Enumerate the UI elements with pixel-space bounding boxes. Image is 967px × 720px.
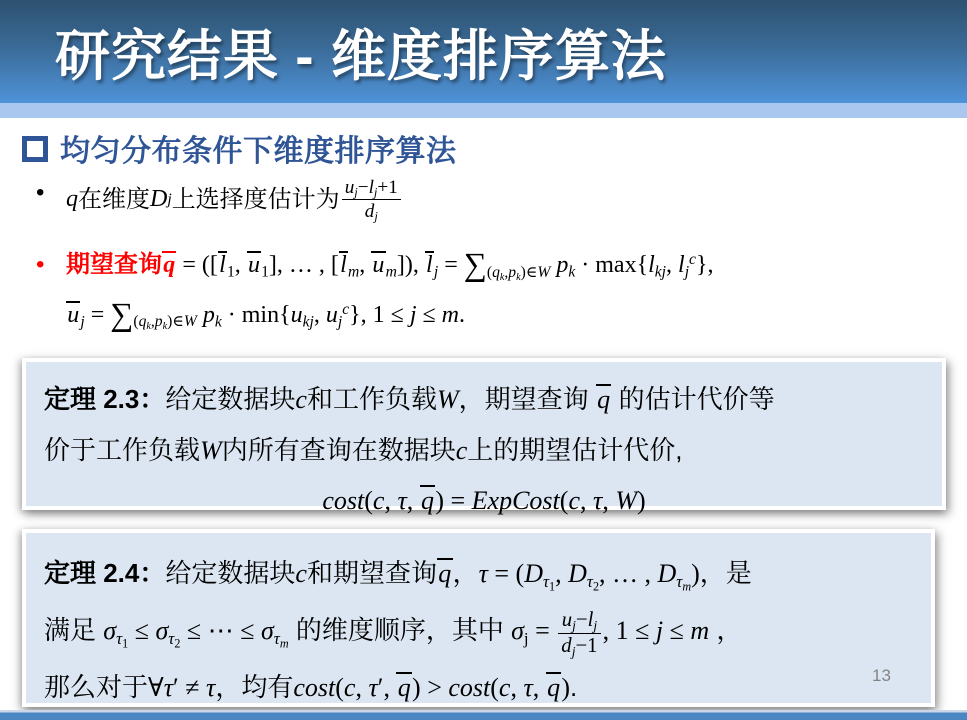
theorem-2-4-line3: 那么对于∀τ′ ≠ τ，均有cost(c, τ′, q) > cost(c, τ, q). [44, 672, 578, 702]
expected-query-formula2: $u_j = \sum_{(q_k,p_k)\in W}$ $p_k \cdot \min\{u_{kj}$, $u_j^c$}, 1 ≤ j ≤ m. [67, 296, 466, 333]
theorem-2-4-line2: 满足 $\sigma_{\tau_1} \le \sigma_{\tau_2}$ ≤ ⋯ ≤ $\sigma_{\tau_m}$ 的维度顺序，其中 $\sigma_j$ = $\frac{u_j-l_j}{d_j-1}$ , 1 ≤ j ≤ m ， [44, 607, 743, 659]
page-title: 研究结果 - 维度排序算法 [55, 25, 667, 87]
bullet-dot: • [36, 179, 45, 206]
theorem-2-3-line1 [44, 374, 924, 425]
section-title-text: 均匀分布条件下维度排序算法 [60, 135, 457, 168]
theorem-2-4-box [22, 529, 935, 707]
theorem-2-3-box [22, 358, 946, 515]
bullet-selectivity-text: q 在维度 D j 上选择度估计为 $\frac{u_j-l_j+1}{d_j}$ [66, 176, 403, 223]
expected-query-line1 [66, 248, 714, 283]
header-accent-strip [0, 103, 967, 118]
footer-bar [0, 710, 967, 720]
theorem-2-3-formula: cost(c, τ, q) = ExpCost(c, τ, W) [322, 486, 646, 515]
expected-query-formula1: = ([$l_1$, $u_1$], … , [$l_m$, $u_m$]), $l_j = \sum_{(q_k,p_k)\in W}$ $p_k \cdot \max\{l_{kj}$, $l_j^c$}, [176, 247, 714, 284]
theorem-2-4-text1: 给定数据块c和期望查询q，$\tau = (D_{\tau_1}$, $D_{\tau_2}$, … , $D_{\tau_m}$)，是 [165, 558, 752, 594]
expected-query-highlight: 期望查询q [66, 251, 176, 278]
bullet-dot-red: • [36, 251, 45, 278]
page-number: 13 [872, 666, 891, 685]
bullet-selectivity [36, 176, 936, 223]
bullet-expected-query [36, 248, 956, 332]
section-bullet-icon [22, 136, 48, 162]
theorem-2-4-line1 [44, 545, 913, 602]
theorem-2-4-label: 定理 2.4： [44, 558, 166, 588]
theorem-2-3-label: 定理 2.3： [44, 384, 166, 414]
theorem-2-3-text1: 给定数据块c和工作负载W，期望查询 q 的估计代价等 [165, 384, 775, 414]
theorem-2-3-line2: 价于工作负载W内所有查询在数据块c上的期望估计代价, [44, 435, 683, 465]
slide-header [0, 0, 967, 103]
section-title [22, 126, 457, 170]
